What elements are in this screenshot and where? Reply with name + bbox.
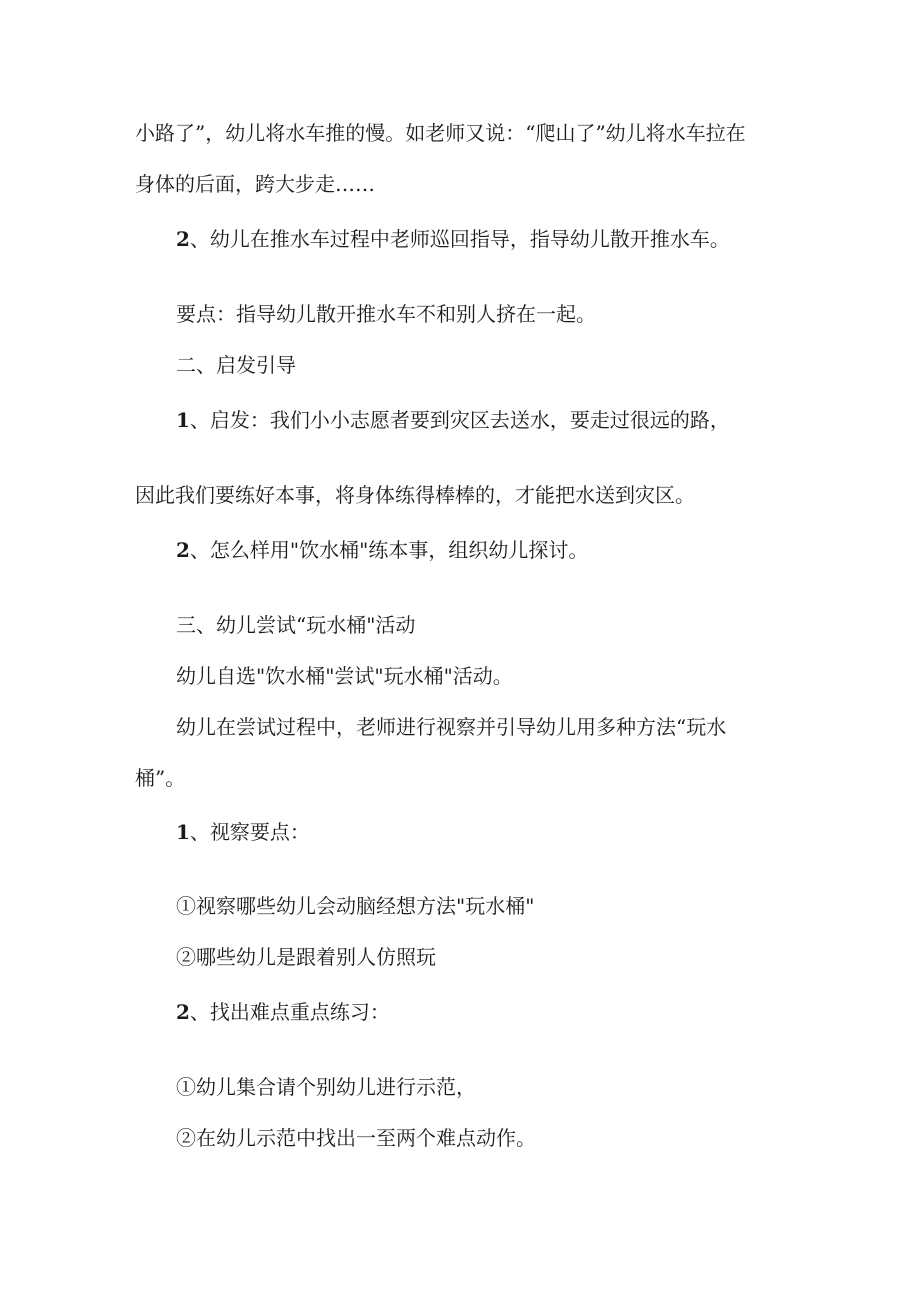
paragraph-line: 身体的后面，跨大步走…… [135,172,375,196]
sub-list-item: ①幼儿集合请个别幼儿进行示范， [176,1075,476,1099]
list-item-text: 、怎么样用"饮水桶"练本事，组织幼儿探讨。 [189,538,589,562]
list-item [176,1000,390,1024]
list-number: 1 [176,820,190,844]
list-item [176,408,730,432]
paragraph-line: 小路了”，幼儿将水车推的慢。如老师又说：“爬山了”幼儿将水车拉在 [135,121,746,145]
sub-list-item: ②哪些幼儿是跟着别人仿照玩 [176,945,436,969]
list-number: 2 [176,538,190,562]
list-item-text: 、找出难点重点练习： [189,1000,390,1024]
list-number: 2 [176,227,190,251]
sub-list-item: ①视察哪些幼儿会动脑经想方法"玩水桶" [176,894,535,918]
paragraph-line: 要点：指导幼儿散开推水车不和别人挤在一起。 [176,302,596,326]
paragraph-line: 因此我们要练好本事，将身体练得棒棒的，才能把水送到灾区。 [135,483,695,507]
list-item-text: 、视察要点： [189,820,310,844]
paragraph-line: 桶”。 [135,766,186,790]
section-heading: 二、启发引导 [176,353,296,377]
list-item [176,227,730,251]
sub-list-item: ②在幼儿示范中找出一至两个难点动作。 [176,1126,536,1150]
list-item-text: 、幼儿在推水车过程中老师巡回指导，指导幼儿散开推水车。 [189,227,730,251]
paragraph-line: 幼儿在尝试过程中，老师进行视察并引导幼儿用多种方法“玩水 [176,715,727,739]
list-number: 2 [176,1000,190,1024]
list-number: 1 [176,408,190,432]
list-item [176,538,588,562]
list-item-text: 、启发：我们小小志愿者要到灾区去送水，要走过很远的路， [189,408,730,432]
list-item [176,820,310,844]
section-heading: 三、幼儿尝试“玩水桶"活动 [176,613,416,637]
paragraph-line: 幼儿自选"饮水桶"尝试"玩水桶"活动。 [176,664,513,688]
